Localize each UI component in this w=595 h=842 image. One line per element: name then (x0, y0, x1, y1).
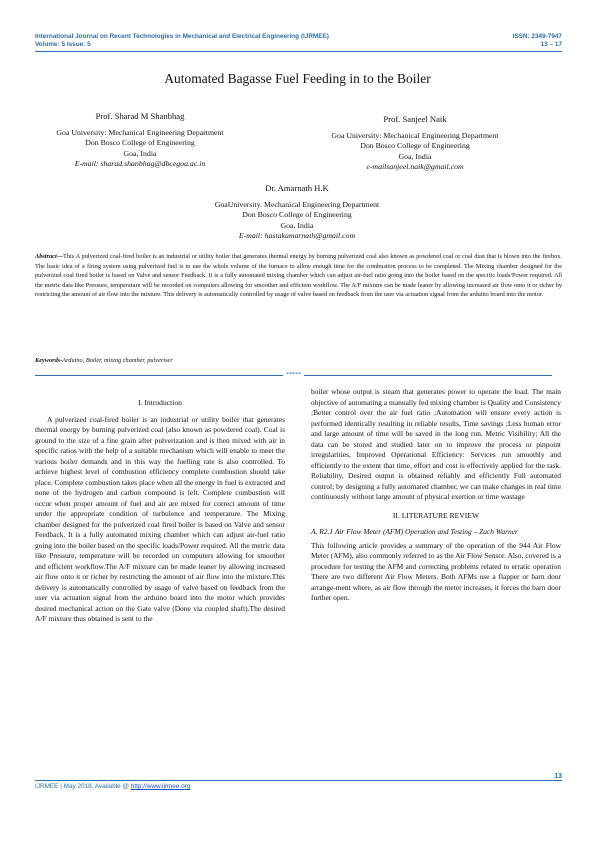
author-college: Don Bosco College of Engineering (85, 138, 195, 147)
author-email: e-mailsanjeel.naik@gmail.com (366, 162, 464, 171)
section-separator (35, 372, 552, 378)
author-affiliation: Goa University: Mechanical Engineering Department (331, 130, 499, 140)
footer-text: IJRMEE | May 2018, Available @ (35, 783, 131, 790)
keywords (35, 357, 562, 364)
subsection-heading: A. R2.1 Air Flow Meter (AFM) Operation and Testing – Zach Warner (311, 527, 518, 536)
abstract-label: Abstract— (35, 253, 63, 260)
literature-paragraph: This following article provides a summary of the operation of the 944 Air Flow Meter (AFM), also commonly referred to as the Air Flow Sensor. Also, covered is a procedure for testing the AFM and correcting problems related to erratic operation There are two different Air Flow Meters. Both AFMs use a flapper or barn door arrange-ment where, as air flow through the meter increases, it forces the barn door further open. (311, 540, 561, 602)
keywords-text: Arduino, Boiler, mixing chamber, pulveriser (62, 357, 173, 364)
author-college: Don Bosco College of Engineering (360, 141, 470, 150)
author-email: E-mail: hastakamarnath@gmail.com (238, 231, 356, 240)
author-affiliation: Goa University: Mechanical Engineering Department (56, 127, 224, 137)
author-name: Prof. Sharad M Shanbhag (95, 111, 185, 121)
journal-name: International Journal on Recent Technologies in Mechanical and Electrical Engineering (IJRMEE) (35, 33, 329, 40)
author-email: E-mail: sharad.shanbhag@dbcegoa.ac.in (74, 159, 206, 168)
paper-title: Automated Bagasse Fuel Feeding in to the Boiler (164, 71, 431, 86)
author-block-3 (192, 183, 402, 242)
issn: ISSN: 2349-7947 (512, 33, 562, 40)
page-range: 13 – 17 (540, 41, 562, 48)
volume-issue: Volume: 5 Issue: 5 (35, 41, 91, 48)
left-column (35, 398, 285, 625)
author-block-1 (35, 111, 245, 170)
running-header (35, 33, 562, 49)
section-heading-literature-review: II. LITERATURE REVIEW (392, 510, 480, 520)
author-location: Goa, India (280, 220, 314, 230)
abstract (35, 252, 562, 300)
author-name: Prof. Sanjeel Naik (383, 114, 447, 124)
journal-link[interactable]: http://www.ijrmee.org (130, 783, 191, 790)
author-block-2 (310, 114, 520, 173)
introduction-paragraph: A pulverized coal-fired boiler is an industrial or utility boiler that generates thermal energy by burning pulverized coal (also known as powdered coal). Coal is ground to the size of a fine grain after pulverization and is then mixed with air in specific ratios with the help of a suitable mechanism which will enable to meet the various boiler demands and in this way the fuelling rate is also controlled. To achieve highest level of combustion efficiency complete combustion should take place. Complete combustion takes place when all the energy in fuel is extracted and none of the hydrogen and carbon compound is left. Complete combustion will occur when proper amount of fuel and air are mixed for correct amount of time under the appropriate condition of turbulence and temperature. The Mixing chamber designed for the pulverized coal fired boiler is based on Valve and sensor Feedback. It is a fully automated mixing chamber which can adjust air-fuel ratio going into the boiler based on the specific loads/Power required. All the metric data like Pressure, temperature will be recorded on computers allowing for smoother and efficient workflow.The A/F mixture can be made leaner by allowing increased air flow onto it or richer by restricting the amount of air flow into the mixture.This delivery is automatically controlled by usage of valve based on feedback from the user via actuation signal from the arduino board into the motor which provides desired mechanical action on the Gate valve (Done via coupled shaft).The desired A/F mixture thus obtained is sent to the (35, 414, 285, 623)
section-heading-introduction: I. Introduction (138, 398, 182, 407)
author-location: Goa, India (123, 148, 157, 158)
separator-stars: ***** (286, 372, 301, 378)
right-column (311, 387, 561, 604)
author-name: Dr. Amarnath H.K (265, 183, 329, 193)
author-college: Don Bosco College of Engineering (242, 210, 352, 219)
introduction-continuation: boiler whose output is steam that generates power to operate the load. The main objective of automating a manually fed mixing chamber is Quality and Consistency ;Better control over the air fuel ratio ;Automation will ensure every action is performed identically resulting in reliable results, Time savings ;Less human error and large amount of time will be saved in the long run. Metric Visibility; All the data can be stored and studied later on to improve the process or pinpoint irregularities, Improved Operational Efficiency: Services run smoothly and efficiently to the extent that time, effort and cost is effectively applied for the task. Reliability, Desired output is obtained reliably and efficiently Full automated control; by designing a fully automated chamber, we can make changes in real time continuously without large amount of physical exertion or time wastage (311, 387, 561, 501)
header-rule (35, 51, 562, 52)
abstract-text: This A pulverized coal-fired boiler is an industrial or utility boiler that generates thermal energy by burning pulverized coal also known as powdered coal or coal dust that is blown into the firebox. The basic idea of a firing system using pulverized fuel is to use the whole volume of the furnace to allow enough time for the combustion process to be completed. The Mixing chamber designed for the pulverized coal fired boiler is based on Valve and sensor Feedback. It is a fully automated mixing chamber which can adjust air-fuel ratio going into the boiler based on the specific loads/Power required. All the metric data like Pressure, temperature will be recorded on computers allowing for smoother and efficient workflow. The A/F mixture can be made leaner by allowing increased air flow onto it or richer by restricting the amount of air flow into the mixture. This delivery is automatically controlled by usage of valve based on feedback from the user via actuation signal from the arduino board into the motor. (35, 253, 562, 299)
page-number: 13 (554, 773, 562, 780)
footer-rule (35, 780, 562, 781)
keywords-label: Keywords- (35, 357, 63, 364)
author-location: Goa, India (398, 151, 432, 161)
author-affiliation: GoaUniversity. Mechanical Engineering Department (214, 199, 380, 209)
footer (35, 783, 190, 790)
